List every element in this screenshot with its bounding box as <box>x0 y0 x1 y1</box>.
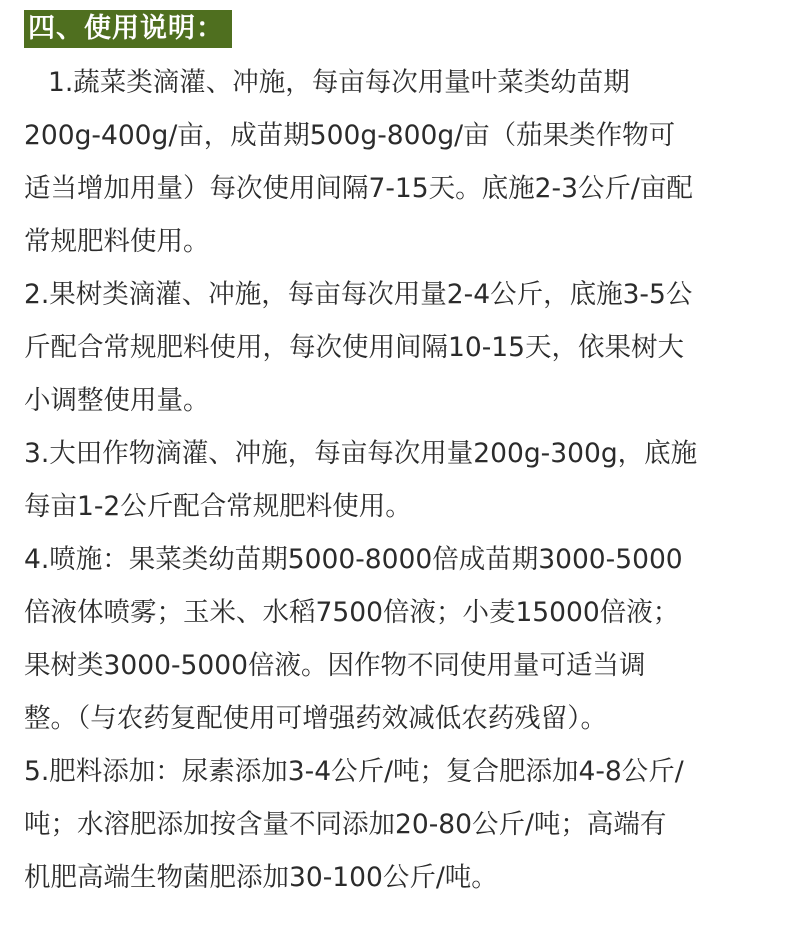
instruction-item-3 <box>24 427 784 533</box>
instructions-body <box>24 56 784 904</box>
text-line: 整。（与农药复配使用可增强药效减低农药残留）。 <box>24 703 607 734</box>
instruction-item-1 <box>24 56 784 268</box>
text-line: 倍液体喷雾；玉米、水稻7500倍液；小麦15000倍液； <box>24 597 680 628</box>
text-line: 5.肥料添加：尿素添加3-4公斤/吨；复合肥添加4-8公斤/ <box>24 756 684 787</box>
text-line: 1.蔬菜类滴灌、冲施，每亩每次用量叶菜类幼苗期 <box>48 67 630 98</box>
text-line: 果树类3000-5000倍液。因作物不同使用量可适当调 <box>24 650 646 681</box>
text-line: 每亩1-2公斤配合常规肥料使用。 <box>24 491 412 522</box>
text-line: 斤配合常规肥料使用，每次使用间隔10-15天，依果树大 <box>24 332 685 363</box>
text-line: 适当增加用量）每次使用间隔7-15天。底施2-3公斤/亩配 <box>24 173 693 204</box>
text-line: 小调整使用量。 <box>24 385 210 416</box>
text-line: 吨；水溶肥添加按含量不同添加20-80公斤/吨；高端有 <box>24 809 667 840</box>
text-line: 3.大田作物滴灌、冲施，每亩每次用量200g-300g，底施 <box>24 438 698 469</box>
instruction-item-5 <box>24 745 784 904</box>
instruction-item-2 <box>24 268 784 427</box>
text-line: 机肥高端生物菌肥添加30-100公斤/吨。 <box>24 862 498 893</box>
section-title: 四、使用说明： <box>24 10 232 48</box>
text-line: 4.喷施：果菜类幼苗期5000-8000倍成苗期3000-5000 <box>24 544 683 575</box>
instruction-item-4 <box>24 533 784 745</box>
text-line: 常规肥料使用。 <box>24 226 210 257</box>
text-line: 2.果树类滴灌、冲施，每亩每次用量2-4公斤，底施3-5公 <box>24 279 693 310</box>
text-line: 200g-400g/亩，成苗期500g-800g/亩（茄果类作物可 <box>24 120 676 151</box>
